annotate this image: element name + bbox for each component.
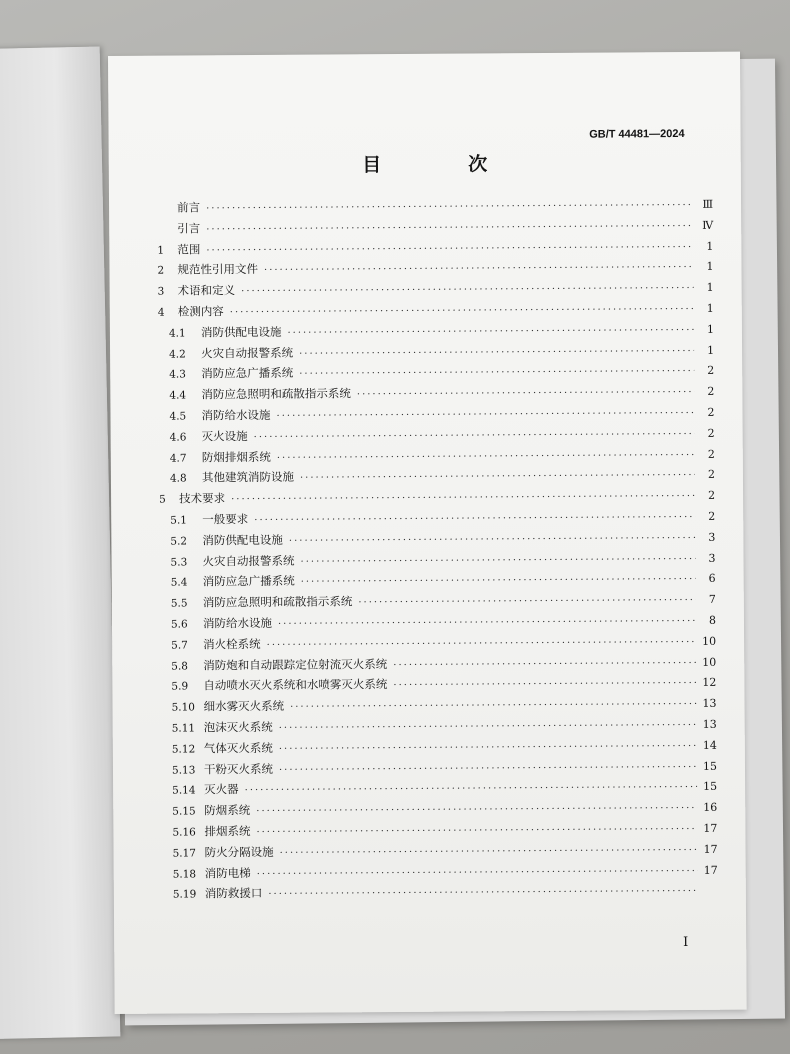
- toc-entry-label: 其他建筑消防设施: [201, 470, 294, 485]
- toc-leader-dots: [279, 741, 697, 755]
- toc-entry-number: 5.18: [172, 867, 197, 881]
- toc-entry-page: 2: [707, 364, 715, 378]
- toc-entry-number: 5.9: [171, 680, 189, 693]
- toc-leader-dots: [231, 491, 695, 505]
- toc-leader-dots: [254, 429, 695, 443]
- toc-entry-label: 灭火器: [204, 782, 239, 797]
- toc-entry-number: 5.4: [170, 576, 188, 589]
- toc-leader-dots: [279, 761, 697, 775]
- toc-entry-number: 4.8: [169, 472, 187, 485]
- toc-entry-label: 消防应急照明和疏散指示系统: [202, 594, 353, 610]
- toc-entry-label: 防烟系统: [204, 803, 251, 818]
- toc-entry-page: 2: [707, 405, 715, 419]
- toc-entry-number: 4.6: [169, 431, 187, 444]
- toc-entry-label: 防烟排烟系统: [201, 449, 271, 464]
- toc-entry-number: 5.11: [171, 722, 196, 735]
- toc-entry-number: 5.10: [171, 701, 195, 714]
- toc-entry-number: 4.2: [169, 348, 186, 361]
- toc-entry-page: 2: [707, 468, 715, 482]
- toc-entry-number: 4.5: [169, 410, 187, 423]
- toc-leader-dots: [277, 449, 695, 463]
- toc-entry-number: 5.16: [172, 826, 196, 839]
- toc-entry-number: 5.7: [171, 639, 188, 652]
- toc-entry-label: 消防救援口: [204, 886, 263, 901]
- toc-leader-dots: [301, 574, 696, 588]
- toc-entry-label: 消防供配电设施: [200, 324, 282, 340]
- toc-leader-dots: [299, 366, 694, 380]
- toc-leader-dots: [290, 699, 697, 713]
- toc-entry-number: 5.17: [172, 847, 196, 860]
- toc-entry-number: 5.12: [171, 743, 196, 756]
- toc-entry-number: 5.2: [170, 535, 188, 548]
- toc-entry-number: 1: [157, 244, 165, 257]
- toc-entry-page: 15: [703, 780, 718, 794]
- toc-leader-dots: [393, 678, 696, 691]
- toc-entry-label: 灭火设施: [201, 428, 248, 444]
- toc-entry-number: 4.7: [169, 452, 187, 465]
- toc-leader-dots: [279, 720, 697, 734]
- toc-entry-page: 2: [707, 426, 715, 440]
- toc-entry-page: 7: [708, 592, 716, 606]
- toc-entry-page: Ⅲ: [702, 197, 714, 211]
- toc-entry-label: 火灾自动报警系统: [202, 553, 295, 568]
- toc-entry-number: 5.19: [172, 888, 197, 901]
- toc-entry-number: 4.1: [168, 327, 186, 340]
- toc-entry-number: 5.1: [170, 514, 187, 527]
- toc-leader-dots: [264, 262, 694, 276]
- toc-entry-label: 规范性引用文件: [177, 262, 259, 277]
- toc-entry-label: 气体灭火系统: [203, 740, 273, 756]
- toc-entry-label: 干粉灭火系统: [203, 761, 274, 776]
- toc-entry-number: 5.13: [171, 763, 196, 777]
- toc-leader-dots: [256, 803, 697, 817]
- toc-entry-page: 12: [702, 676, 717, 690]
- toc-leader-dots: [245, 782, 698, 796]
- toc-leader-dots: [280, 845, 698, 859]
- toc-entry-label: 消防给水设施: [201, 407, 271, 423]
- toc-entry-label: 前言: [177, 200, 201, 215]
- toc-entry-label: 自动喷水灭火系统和水喷雾灭火系统: [203, 677, 388, 693]
- toc-entry-page: 17: [703, 863, 718, 877]
- toc-entry-number: 4.4: [169, 389, 187, 402]
- toc-entry-number: 5.8: [171, 659, 189, 673]
- facing-page-edge: [0, 47, 120, 1040]
- toc-entry-page: 1: [706, 239, 714, 253]
- page-number: Ⅰ: [683, 934, 689, 951]
- toc-entry-page: 10: [702, 634, 717, 648]
- toc-leader-dots: [257, 865, 698, 879]
- toc-entry-page: 2: [708, 488, 716, 502]
- toc-entry-page: 3: [708, 530, 716, 544]
- toc-entry-page: 1: [706, 260, 714, 274]
- toc-leader-dots: [276, 408, 694, 422]
- toc-leader-dots: [357, 387, 695, 400]
- toc-leader-dots: [393, 657, 696, 670]
- toc-entry-page: 2: [707, 384, 715, 398]
- toc-entry-page: 2: [707, 447, 715, 461]
- toc-entry-number: 3: [157, 285, 165, 298]
- toc-entry-number: 4: [157, 306, 165, 319]
- table-of-contents: [157, 196, 718, 907]
- document-code: GB/T 44481—2024: [589, 127, 685, 141]
- toc-entry-page: 1: [706, 280, 714, 295]
- toc-leader-dots: [206, 242, 693, 256]
- toc-entry-number: 5: [159, 493, 166, 506]
- toc-entry-label: 消防给水设施: [202, 615, 273, 631]
- toc-entry-page: 8: [708, 613, 716, 627]
- toc-entry-label: 泡沫灭火系统: [203, 719, 273, 735]
- toc-entry-number: 5.3: [170, 556, 188, 569]
- toc-entry-page: 14: [702, 738, 717, 752]
- toc-entry-label: 技术要求: [179, 491, 226, 506]
- toc-entry-page: 16: [703, 800, 718, 814]
- toc-entry-page: 10: [702, 655, 717, 669]
- toc-entry-page: Ⅳ: [702, 218, 714, 232]
- toc-entry-page: 1: [706, 322, 714, 336]
- toc-leader-dots: [300, 470, 695, 484]
- toc-entry-page: 1: [706, 301, 714, 315]
- toc-entry-label: 引言: [177, 221, 201, 236]
- toc-entry-number: 5.15: [172, 805, 196, 818]
- toc-entry-label: 检测内容: [177, 304, 224, 319]
- toc-leader-dots: [206, 221, 693, 235]
- toc-entry-label: 防火分隔设施: [204, 844, 274, 860]
- toc-entry-page: 17: [703, 821, 718, 835]
- toc-leader-dots: [300, 553, 695, 567]
- toc-entry-page: 1: [707, 343, 715, 357]
- toc-entry-number: 5.6: [170, 618, 188, 631]
- toc-entry-label: 消防应急照明和疏散指示系统: [201, 386, 351, 402]
- toc-entry-page: 13: [702, 717, 717, 731]
- toc-entry-label: 消防电梯: [204, 865, 251, 880]
- toc-entry-number: 5.14: [172, 784, 196, 797]
- toc-leader-dots: [206, 200, 693, 214]
- toc-entry-label: 火灾自动报警系统: [201, 345, 294, 360]
- toc-leader-dots: [289, 533, 696, 547]
- toc-leader-dots: [358, 595, 696, 608]
- toc-leader-dots: [256, 824, 697, 838]
- toc-entry-page: 15: [702, 759, 718, 773]
- toc-entry-label: 消火栓系统: [203, 636, 261, 652]
- toc-leader-dots: [278, 616, 696, 630]
- toc-leader-dots: [299, 345, 694, 359]
- document-page: [108, 52, 747, 1014]
- toc-entry[interactable]: [162, 882, 718, 907]
- page-title: 目 次: [362, 153, 522, 177]
- toc-entry-label: 术语和定义: [177, 283, 236, 298]
- toc-entry-label: 一般要求: [202, 511, 249, 527]
- toc-entry-number: 5.5: [170, 597, 188, 610]
- toc-leader-dots: [241, 283, 694, 297]
- toc-entry-page: 6: [708, 572, 716, 586]
- toc-entry-label: 细水雾灭火系统: [203, 698, 285, 714]
- toc-entry-label: 范围: [177, 241, 201, 257]
- toc-entry-label: 消防炮和自动跟踪定位射流灭火系统: [203, 656, 388, 672]
- toc-leader-dots: [267, 637, 697, 651]
- toc-entry-label: 消防供配电设施: [202, 532, 283, 548]
- toc-leader-dots: [254, 512, 695, 526]
- toc-leader-dots: [287, 325, 694, 339]
- toc-entry-page: 17: [703, 842, 718, 856]
- toc-entry-number: 4.3: [169, 368, 186, 381]
- toc-entry-page: 13: [702, 696, 717, 710]
- toc-entry-label: 消防应急广播系统: [202, 574, 295, 589]
- toc-entry-page: 3: [708, 551, 716, 565]
- toc-entry-page: 2: [708, 509, 716, 523]
- toc-entry-label: 消防应急广播系统: [201, 366, 294, 381]
- toc-leader-dots: [230, 304, 694, 318]
- toc-leader-dots: [268, 886, 698, 900]
- toc-entry-number: 2: [157, 265, 165, 278]
- toc-entry-label: 排烟系统: [204, 823, 251, 839]
